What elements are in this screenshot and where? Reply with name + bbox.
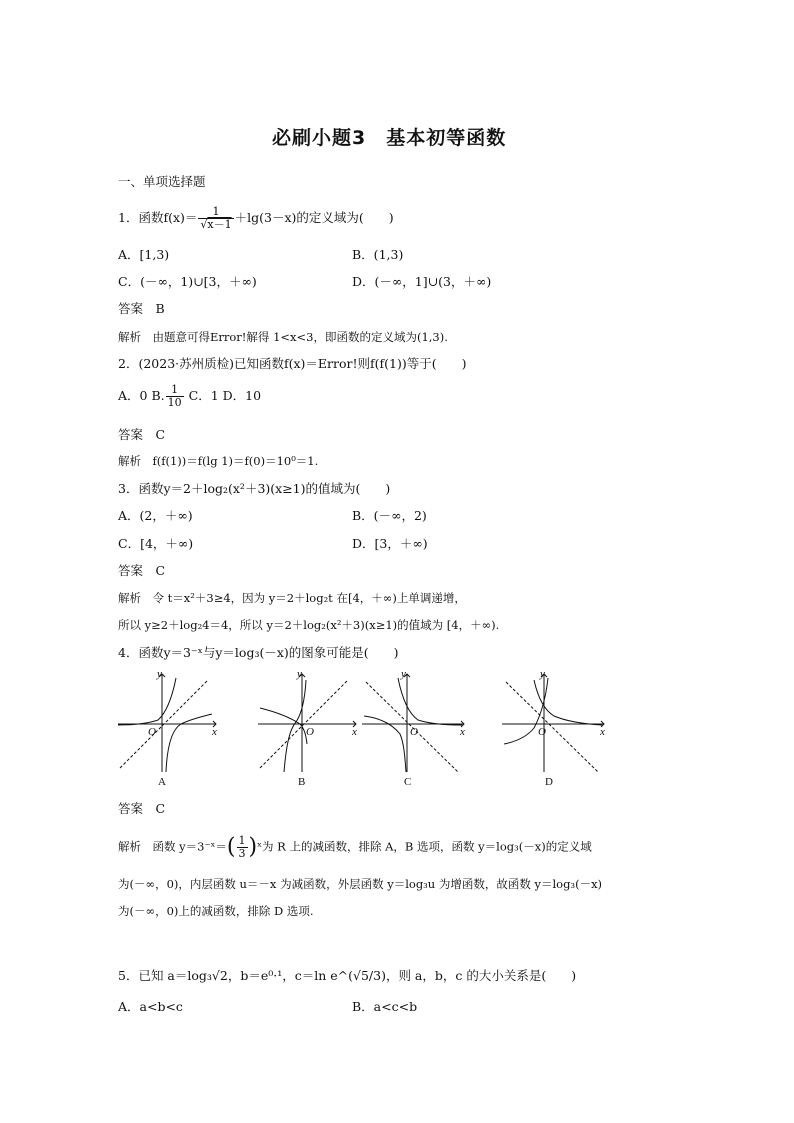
graph-a[interactable] — [116, 668, 226, 788]
q2-option-d[interactable]: D．10 — [222, 388, 262, 403]
question-1-stem: 1．函数f(x)＝ $\frac{1}{√x-1}$ ＋lg(3－x)的定义域为( ) — [118, 205, 394, 231]
q4-answer: 答案 C — [118, 801, 166, 816]
q5-option-a[interactable]: A．a<b<c — [118, 999, 183, 1014]
graph-b-label: B — [298, 776, 306, 788]
q3-option-c[interactable]: C．[4，＋∞) — [118, 536, 194, 551]
curve-2 — [284, 680, 306, 772]
q3-analysis-line1: 解析 令 t＝x²＋3≥4，因为 y＝2＋log₂t 在[4，＋∞)上单调递增， — [118, 591, 466, 605]
graph-b-x-label: x — [352, 726, 357, 738]
q1-analysis: 解析 由题意可得Error!解得 1<x<3，即函数的定义域为(1,3). — [118, 330, 448, 344]
q1-answer: 答案 B — [118, 301, 165, 316]
graph-c-label: C — [404, 776, 412, 788]
q3-analysis-line2: 所以 y≥2＋log₂4＝4，所以 y＝2＋log₂(x²＋3)(x≥1)的值域为 [4，＋∞). — [118, 618, 500, 632]
question-2-stem: 2．(2023·苏州质检)已知函数f(x)＝Error!则f(f(1))等于( ) — [118, 356, 467, 371]
graph-c-y-label: y — [401, 668, 406, 680]
curve-exp — [398, 678, 462, 725]
curve-log — [166, 714, 212, 772]
graph-a-y-label: y — [157, 668, 162, 680]
q3-option-d[interactable]: D．[3，＋∞) — [352, 536, 428, 551]
q4-analysis-line2: 为(－∞，0)，内层函数 u＝－x 为减函数，外层函数 y＝log₃u 为增函数，故函数 y＝log₃(－x) — [118, 877, 603, 891]
graph-d-y-label: y — [540, 668, 545, 680]
dashed-line — [506, 682, 598, 772]
q1-option-c[interactable]: C．(－∞，1)∪[3，＋∞) — [118, 274, 257, 289]
curve-exp — [118, 678, 176, 725]
fraction: $\frac{1}{√x-1}$ — [200, 205, 232, 231]
q1-option-b[interactable]: B．(1,3) — [352, 247, 404, 262]
q3-option-b[interactable]: B．(－∞，2) — [352, 508, 427, 523]
question-3-stem: 3．函数y＝2＋log₂(x²＋3)(x≥1)的值域为( ) — [118, 481, 391, 496]
graph-d-origin: O — [538, 726, 546, 738]
q3-option-a[interactable]: A．(2，＋∞) — [118, 508, 193, 523]
page-title: 必刷小题3 基本初等函数 — [272, 127, 507, 149]
graph-a-x-label: x — [212, 726, 217, 738]
q2-option-a[interactable]: A．0 — [118, 388, 148, 403]
q2-option-c[interactable]: C．1 — [188, 388, 219, 403]
graph-c-origin: O — [410, 726, 418, 738]
section-heading: 一、单项选择题 — [118, 174, 206, 189]
graph-d[interactable] — [500, 668, 610, 788]
graph-d-x-label: x — [600, 726, 605, 738]
graph-a-label: A — [158, 776, 166, 788]
q4-analysis-line1: 解析 函数 y＝3⁻ˣ＝( $\frac{1}{3}$ )ˣ为 R 上的减函数，排除 A，B 选项，函数 y＝log₃(－x)的定义域 — [118, 834, 592, 860]
graph-c-x-label: x — [460, 726, 465, 738]
q2-options — [118, 384, 261, 409]
q4-analysis-line3: 为(－∞，0)上的减函数，排除 D 选项. — [118, 904, 314, 918]
graph-b-y-label: y — [297, 668, 302, 680]
q1-option-d[interactable]: D．(－∞，1]∪(3，＋∞) — [352, 274, 492, 289]
q3-answer: 答案 C — [118, 563, 166, 578]
q2-option-b[interactable]: B. $\frac{1}{10}$ — [151, 383, 182, 409]
graph-d-label: D — [545, 776, 553, 788]
q2-analysis: 解析 f(f(1))＝f(lg 1)＝f(0)＝10⁰＝1. — [118, 454, 319, 468]
q1-option-a[interactable]: A．[1,3) — [118, 247, 170, 262]
graph-a-origin: O — [148, 726, 156, 738]
q2-answer: 答案 C — [118, 427, 166, 442]
question-4-stem: 4．函数y＝3⁻ˣ与y＝log₃(－x)的图象可能是( ) — [118, 645, 399, 660]
question-5-stem: 5．已知 a＝log₃√2，b＝e⁰·¹，c＝ln e^(√5/3)，则 a，b，c 的大小关系是( ) — [118, 968, 577, 983]
q5-option-b[interactable]: B．a<c<b — [352, 999, 418, 1014]
graph-b-origin: O — [306, 726, 314, 738]
